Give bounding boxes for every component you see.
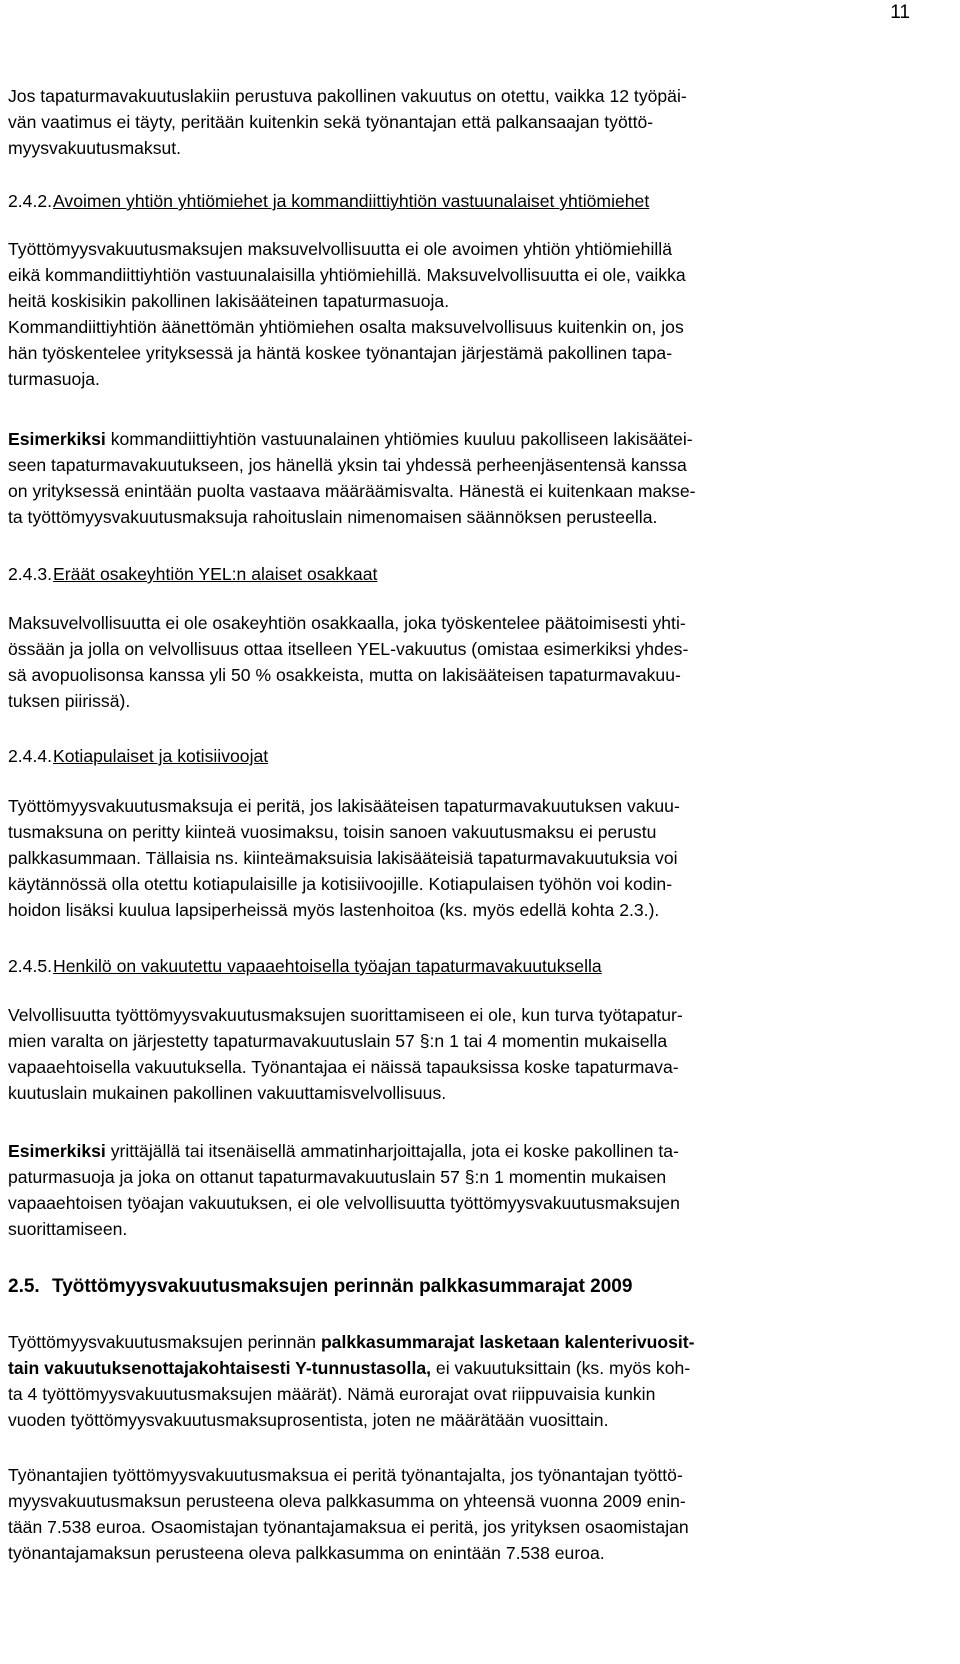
section-2-4-5-heading <box>8 953 946 979</box>
text-line: ta 4 työttömyysvakuutusmaksujen määrät). Nämä eurorajat ovat riippuvaisia kunkin <box>8 1384 656 1404</box>
section-title: Kotiapulaiset ja kotisiivoojat <box>53 746 269 766</box>
text-line: tään 7.538 euroa. Osaomistajan työnantajamaksua ei peritä, jos yrityksen osaomistajan <box>8 1517 689 1537</box>
text-line: hän työskentelee yrityksessä ja häntä koskee työnantajan järjestämä pakollinen tapa- <box>8 343 673 363</box>
text-line: sä avopuolisonsa kanssa yli 50 % osakkeista, mutta on lakisääteisen tapaturmavakuu- <box>8 665 681 685</box>
text-line: össään ja jolla on velvollisuus ottaa itselleen YEL-vakuutus (omistaa esimerkiksi yhdes- <box>8 639 689 659</box>
text-line: myysvakuutusmaksun perusteena oleva palkkasumma on yhteensä vuonna 2009 enin- <box>8 1491 686 1511</box>
text-line: eikä kommandiittiyhtiön vastuunalaisilla yhtiömiehillä. Maksuvelvollisuutta ei ole, vaikka <box>8 265 686 285</box>
section-title: Henkilö on vakuutettu vapaaehtoisella työajan tapaturmavakuutuksella <box>53 956 602 976</box>
text-line: kuutuslain mukainen pakollinen vakuuttamisvelvollisuus. <box>8 1083 447 1103</box>
section-2-4-4-paragraph <box>8 793 946 923</box>
section-2-4-3-heading <box>8 561 946 587</box>
text-line: Jos tapaturmavakuutuslakiin perustuva pakollinen vakuutus on otettu, vaikka 12 työpäi- <box>8 86 687 106</box>
text-line: ta työttömyysvakuutusmaksuja rahoituslain nimenomaisen säännöksen perusteella. <box>8 507 658 527</box>
section-2-5-heading <box>8 1274 946 1300</box>
text-line <box>8 426 946 452</box>
section-2-5-paragraph-1 <box>8 1329 946 1433</box>
text-line: turmasuoja. <box>8 369 100 389</box>
section-number: 2.4.3. <box>8 564 53 584</box>
example-label: Esimerkiksi <box>8 1141 106 1161</box>
example-label: Esimerkiksi <box>8 429 106 449</box>
text-line: hoidon lisäksi kuulua lapsiperheissä myös lastenhoitoa (ks. myös edellä kohta 2.3.). <box>8 900 660 920</box>
text-line: Kommandiittiyhtiön äänettömän yhtiömiehen osalta maksuvelvollisuus kuitenkin on, jos <box>8 317 684 337</box>
section-number: 2.4.5. <box>8 956 53 976</box>
text-line: suorittamiseen. <box>8 1219 128 1239</box>
text-line: vapaaehtoisella vakuutuksella. Työnantajaa ei näissä tapauksissa koske tapaturmava- <box>8 1057 679 1077</box>
section-2-4-4-heading <box>8 743 946 769</box>
text-line <box>8 1355 946 1381</box>
text-line: tusmaksuna on peritty kiinteä vuosimaksu, toisin sanoen vakuutusmaksu ei perustu <box>8 822 657 842</box>
page-number: 11 <box>890 2 910 23</box>
text-line: työnantajamaksun perusteena oleva palkkasumma on enintään 7.538 euroa. <box>8 1543 605 1563</box>
text-line <box>8 1329 946 1355</box>
bold-text: tain vakuutuksenottajakohtaisesti Y-tunnustasolla, <box>8 1358 432 1378</box>
section-2-5-paragraph-2 <box>8 1462 946 1566</box>
section-title: Eräät osakeyhtiön YEL:n alaiset osakkaat <box>53 564 378 584</box>
text-line: vän vaatimus ei täyty, peritään kuitenkin sekä työnantajan että palkansaajan työttö- <box>8 112 654 132</box>
section-number: 2.4.4. <box>8 746 53 766</box>
text-line <box>8 1138 946 1164</box>
text-line: Työnantajien työttömyysvakuutusmaksua ei peritä työnantajalta, jos työnantajan työttö- <box>8 1465 683 1485</box>
example-text: kommandiittiyhtiön vastuunalainen yhtiömies kuuluu pakolliseen lakisäätei- <box>105 429 693 449</box>
text-line: käytännössä olla otettu kotiapulaisille ja kotisiivoojille. Kotiapulaisen työhön voi kodin- <box>8 874 673 894</box>
section-2-4-2-paragraph <box>8 236 946 392</box>
text-line: mien varalta on järjestetty tapaturmavakuutuslain 57 §:n 1 tai 4 momentin mukaisella <box>8 1031 668 1051</box>
example-text: yrittäjällä tai itsenäisellä ammatinharjoittajalla, jota ei koske pakollinen ta- <box>105 1141 679 1161</box>
text-line: vuoden työttömyysvakuutusmaksuprosentista, joten ne määrätään vuosittain. <box>8 1410 609 1430</box>
intro-paragraph <box>8 83 946 161</box>
text-line: Työttömyysvakuutusmaksujen maksuvelvollisuutta ei ole avoimen yhtiön yhtiömiehillä <box>8 239 672 259</box>
text-line: paturmasuoja ja joka on ottanut tapaturmavakuutuslain 57 §:n 1 momentin mukaisen <box>8 1167 667 1187</box>
section-2-4-2-example <box>8 426 946 530</box>
section-number: 2.5. <box>8 1276 40 1297</box>
text-line: palkkasummaan. Tällaisia ns. kiinteämaksuisia lakisääteisiä tapaturmavakuutuksia voi <box>8 848 678 868</box>
bold-text: palkkasummarajat lasketaan kalenterivuosit- <box>320 1332 695 1352</box>
text-line: vapaaehtoisen työajan vakuutuksen, ei ole velvollisuutta työttömyysvakuutusmaksujen <box>8 1193 680 1213</box>
text-line: myysvakuutusmaksut. <box>8 138 182 158</box>
section-2-4-2-heading <box>8 188 946 214</box>
text-fragment: Työttömyysvakuutusmaksujen perinnän <box>8 1332 321 1352</box>
section-2-4-3-paragraph <box>8 610 946 714</box>
text-line: tuksen piirissä). <box>8 691 131 711</box>
section-2-4-5-paragraph <box>8 1002 946 1106</box>
section-2-4-5-example <box>8 1138 946 1242</box>
text-line: Maksuvelvollisuutta ei ole osakeyhtiön osakkaalla, joka työskentelee päätoimisesti yhti- <box>8 613 686 633</box>
text-line: heitä koskisikin pakollinen lakisääteinen tapaturmasuoja. <box>8 291 450 311</box>
text-line: seen tapaturmavakuutukseen, jos hänellä yksin tai yhdessä perheenjäsentensä kanssa <box>8 455 687 475</box>
section-number: 2.4.2. <box>8 191 53 211</box>
text-line: on yrityksessä enintään puolta vastaava määräämisvalta. Hänestä ei kuitenkaan makse- <box>8 481 696 501</box>
section-title: Työttömyysvakuutusmaksujen perinnän palkkasummarajat 2009 <box>52 1276 633 1297</box>
text-fragment: ei vakuutuksittain (ks. myös koh- <box>431 1358 691 1378</box>
text-line: Velvollisuutta työttömyysvakuutusmaksujen suorittamiseen ei ole, kun turva työtapatur- <box>8 1005 683 1025</box>
text-line: Työttömyysvakuutusmaksuja ei peritä, jos lakisääteisen tapaturmavakuutuksen vakuu- <box>8 796 680 816</box>
section-title: Avoimen yhtiön yhtiömiehet ja kommandiittiyhtiön vastuunalaiset yhtiömiehet <box>53 191 650 211</box>
